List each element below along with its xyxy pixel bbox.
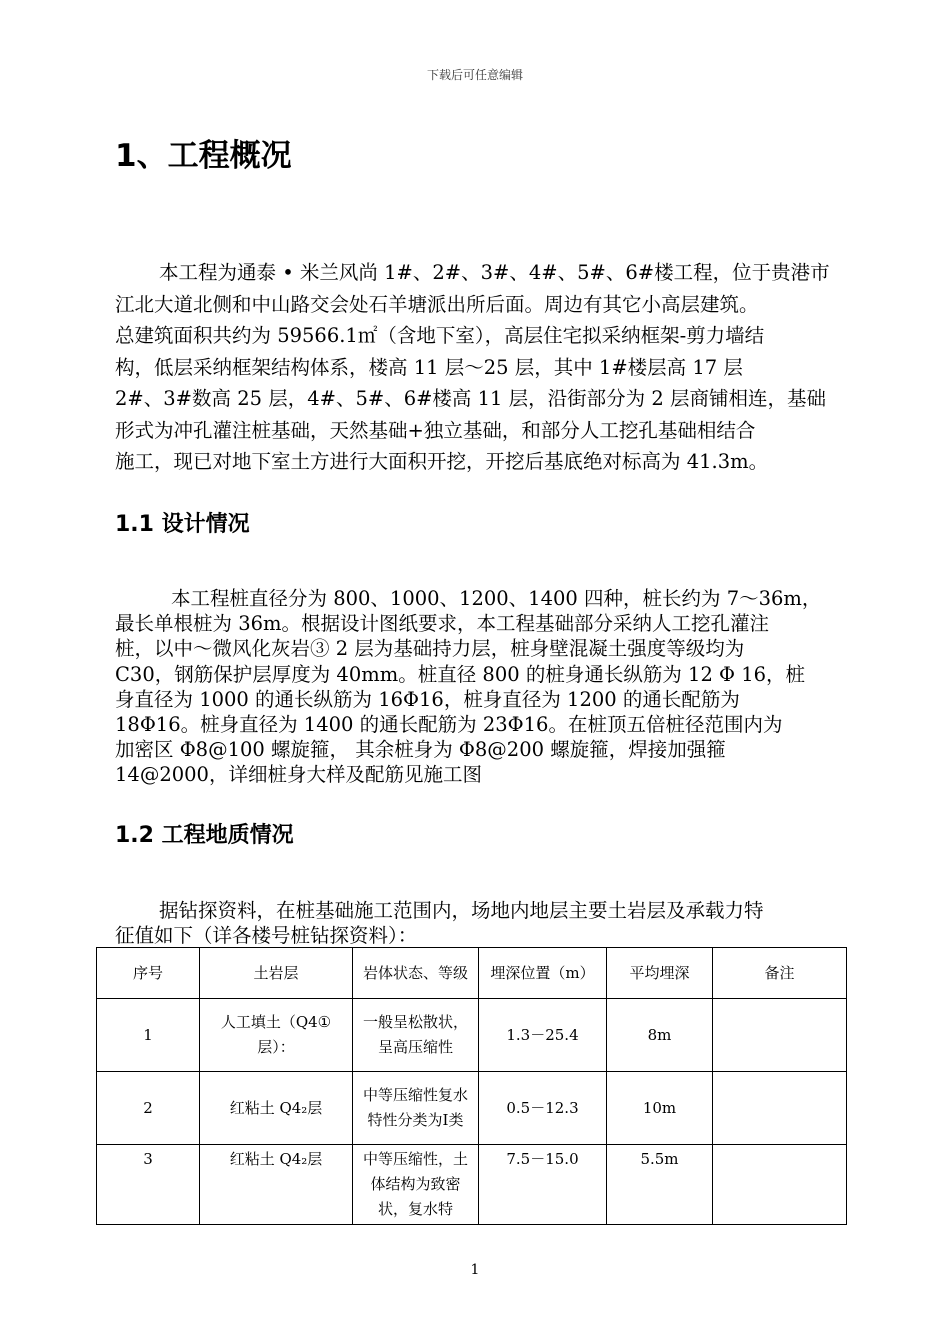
table-header-row — [97, 948, 847, 999]
geo-paragraph — [115, 898, 858, 948]
table-cell-no: 2 — [97, 1072, 200, 1145]
table-cell-state: 中等压缩性，土体结构为致密状，复水特 — [353, 1145, 479, 1225]
table-cell-state: 中等压缩性复水特性分类为Ⅰ类 — [353, 1072, 479, 1145]
overview-line: 本工程为通泰 • 米兰风尚 1#、2#、3#、4#、5#、6#楼工程，位于贵港市 — [159, 261, 830, 284]
design-line: 14@2000，详细桩身大样及配筋见施工图 — [115, 763, 482, 787]
table-row — [97, 1072, 847, 1145]
table-cell-layer: 红粘土 Q4₂层 — [200, 1145, 353, 1225]
page-title: 1、工程概况 — [115, 138, 292, 174]
table-cell-note — [713, 1072, 847, 1145]
overview-line: 2#、3#数高 25 层，4#、5#、6#楼高 11 层，沿街部分为 2 层商铺相连，基础 — [115, 387, 826, 410]
section-geo-title: 1.2 工程地质情况 — [115, 823, 294, 848]
table-row — [97, 999, 847, 1072]
table-cell-depth: 0.5－12.3 — [479, 1072, 607, 1145]
table-header: 埋深位置（m） — [479, 948, 607, 999]
overview-line: 构，低层采纳框架结构体系，楼高 11 层～25 层，其中 1#楼层高 17 层 — [115, 355, 743, 379]
table-cell-avg: 8m — [607, 999, 713, 1072]
design-line: C30，钢筋保护层厚度为 40mm。桩直径 800 的桩身通长纵筋为 12 Φ 16，桩 — [115, 662, 806, 686]
design-line: 加密区 Φ8@100 螺旋箍， 其余桩身为 Φ8@200 螺旋箍，焊接加强箍 — [115, 738, 726, 762]
table-header: 平均埋深 — [607, 948, 713, 999]
overview-line: 总建筑面积共约为 59566.1㎡（含地下室），高层住宅拟采纳框架-剪力墙结 — [115, 324, 765, 347]
header-note: 下载后可任意编辑 — [426, 68, 523, 82]
geology-table — [96, 947, 847, 1225]
page-number: 1 — [470, 1262, 480, 1278]
geo-line: 据钻探资料，在桩基础施工范围内，场地内地层主要土岩层及承载力特 — [159, 899, 764, 922]
overview-line: 江北大道北侧和中山路交会处石羊塘派出所后面。周边有其它小高层建筑。 — [115, 292, 759, 316]
design-paragraph — [115, 586, 858, 788]
table-header: 备注 — [713, 948, 847, 999]
table-cell-avg: 5.5m — [607, 1145, 713, 1225]
overview-line: 形式为冲孔灌注桩基础，天然基础+独立基础，和部分人工挖孔基础相结合 — [115, 418, 756, 442]
table-cell-depth: 1.3－25.4 — [479, 999, 607, 1072]
geo-line: 征值如下（详各楼号桩钻探资料）： — [115, 924, 418, 947]
table-cell-no: 3 — [97, 1145, 200, 1225]
table-cell-layer: 人工填土（Q4①层）： — [200, 999, 353, 1072]
table-cell-state: 一般呈松散状，呈高压缩性 — [353, 999, 479, 1072]
table-cell-note — [713, 1145, 847, 1225]
design-line: 18Φ16。桩身直径为 1400 的通长配筋为 23Φ16。在桩顶五倍桩径范围内为 — [115, 713, 783, 737]
table-cell-note — [713, 999, 847, 1072]
table-header: 土岩层 — [200, 948, 353, 999]
table-cell-avg: 10m — [607, 1072, 713, 1145]
design-line: 最长单根桩为 36m。根据设计图纸要求，本工程基础部分采纳人工挖孔灌注 — [115, 612, 770, 636]
table-cell-depth: 7.5－15.0 — [479, 1145, 607, 1225]
overview-line: 施工，现已对地下室土方进行大面积开挖，开挖后基底绝对标高为 41.3m。 — [115, 450, 769, 473]
table-cell-layer: 红粘土 Q4₂层 — [200, 1072, 353, 1145]
table-cell-no: 1 — [97, 999, 200, 1072]
table-header: 岩体状态、等级 — [353, 948, 479, 999]
overview-paragraph — [115, 257, 858, 478]
section-design-title: 1.1 设计情况 — [115, 512, 250, 537]
design-line: 桩，以中～微风化灰岩③ 2 层为基础持力层，桩身壁混凝土强度等级均为 — [115, 637, 745, 661]
design-line: 身直径为 1000 的通长纵筋为 16Φ16，桩身直径为 1200 的通长配筋为 — [115, 687, 740, 711]
table-header: 序号 — [97, 948, 200, 999]
table-row — [97, 1145, 847, 1225]
design-line: 本工程桩直径分为 800、1000、1200、1400 四种，桩长约为 7～36m， — [171, 587, 822, 610]
